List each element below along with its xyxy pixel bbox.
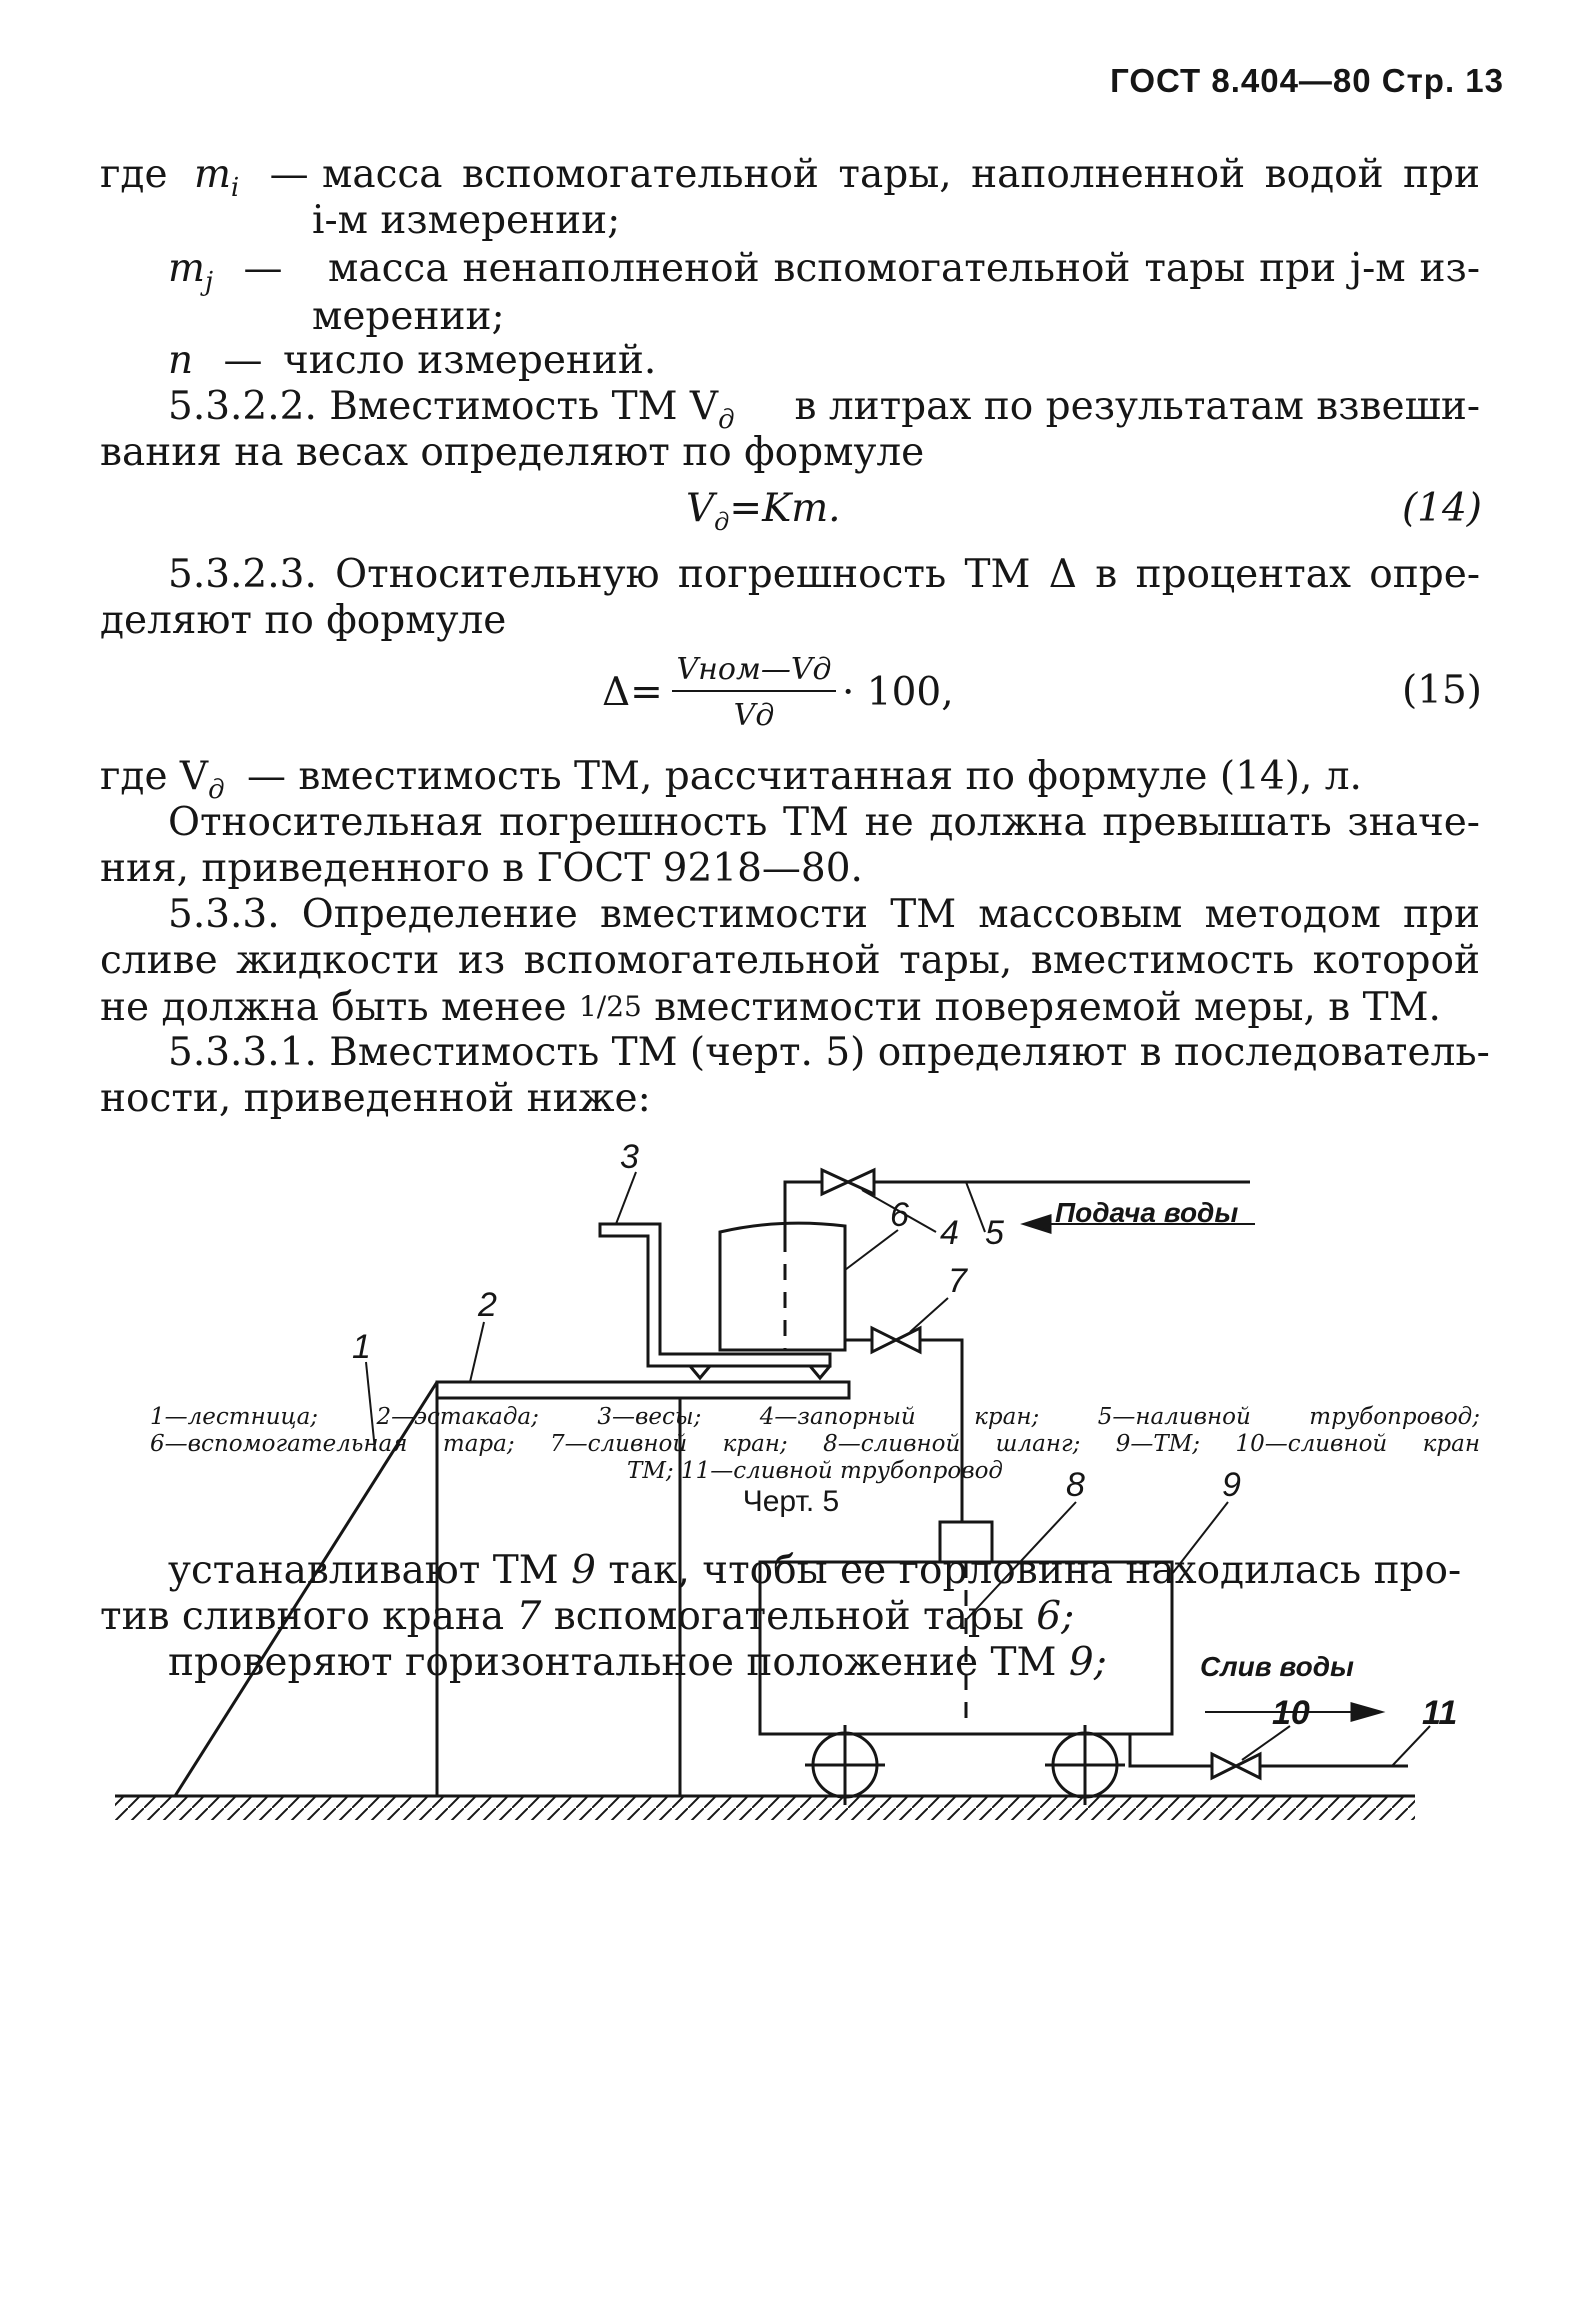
- lhs: V: [686, 486, 715, 531]
- dash: —: [269, 152, 309, 197]
- paragraph-533-line1: 5.3.3. Определение вместимости ТМ массовым методом при: [168, 892, 1480, 937]
- sub: д: [718, 404, 735, 435]
- label-6: 6: [890, 1196, 909, 1234]
- leader-5: [966, 1182, 985, 1232]
- text: в литрах по результатам взвеши-: [794, 384, 1480, 429]
- paragraph-final-line1: [168, 1548, 1480, 1594]
- leader-2: [470, 1322, 484, 1382]
- tm-drain-pipe: [1130, 1734, 1212, 1766]
- trestle-deck: [437, 1382, 849, 1398]
- definition-mj-text: масса ненаполненой вспомогательной тары при j-м из-: [328, 246, 1480, 291]
- rhs: =Km.: [729, 486, 841, 531]
- formula-15-numerator: Vном—Vд: [676, 652, 832, 687]
- text: тив сливного крана: [100, 1594, 517, 1639]
- supply-label: Подача воды: [1055, 1197, 1239, 1228]
- paragraph-5331-line1: 5.3.3.1. Вместимость ТМ (черт. 5) определяют в последователь-: [168, 1030, 1490, 1075]
- scales: [600, 1224, 830, 1366]
- ground-hatch: [115, 1796, 1415, 1820]
- text: не должна быть менее: [100, 985, 579, 1030]
- ref: 9: [571, 1548, 596, 1593]
- label-11: 11: [1422, 1694, 1458, 1732]
- valve-4-icon: [822, 1170, 874, 1194]
- equation-number-15: (15): [1401, 668, 1482, 713]
- paragraph-5322-line2: вания на весах определяют по формуле: [100, 430, 925, 475]
- valve-10-icon: [1212, 1754, 1260, 1778]
- paragraph-error-line2: ния, приведенного в ГОСТ 9218—80.: [100, 846, 863, 891]
- fraction: 1/25: [578, 990, 642, 1023]
- label-7: 7: [948, 1262, 967, 1300]
- paragraph-error-line1: Относительная погрешность ТМ не должна превышать значе-: [168, 800, 1480, 845]
- label-8: 8: [1066, 1466, 1085, 1504]
- paragraph-5323-line2: деляют по формуле: [100, 598, 507, 643]
- auxiliary-tank: [720, 1223, 845, 1350]
- text: где V: [100, 754, 209, 799]
- label-1: 1: [352, 1328, 371, 1366]
- ref: 7: [516, 1594, 542, 1639]
- text: устанавливают ТМ: [168, 1548, 572, 1593]
- text: так, чтобы ее горловина находилась про-: [595, 1548, 1462, 1593]
- dash: —: [243, 246, 283, 291]
- formula-15-denominator: Vд: [733, 698, 775, 733]
- definition-mi-text: масса вспомогательной тары, наполненной водой при: [322, 152, 1480, 197]
- formula-15-lhs: Δ=: [602, 670, 663, 715]
- label-10: 10: [1272, 1694, 1310, 1732]
- sub: д: [714, 507, 730, 536]
- page-header: ГОСТ 8.404—80 Стр. 13: [1110, 62, 1504, 99]
- scale-feet: [690, 1366, 830, 1378]
- label-9: 9: [1222, 1466, 1241, 1504]
- label-3: 3: [620, 1138, 639, 1176]
- figure-title: Черт. 5: [742, 1485, 840, 1518]
- formula-15-tail: · 100,: [842, 670, 954, 715]
- symbol-m: m: [193, 152, 231, 197]
- ref: 9;: [1068, 1640, 1107, 1685]
- symbol-sub: i: [230, 172, 240, 203]
- paragraph-final-line2: [100, 1594, 1074, 1640]
- text: проверяют горизонтальное положение ТМ: [168, 1640, 1069, 1685]
- paragraph-533-line2: сливе жидкости из вспомогательной тары, вместимость которой: [100, 938, 1480, 983]
- sub: д: [208, 774, 225, 805]
- leader-6: [845, 1230, 898, 1270]
- leader-7: [910, 1298, 948, 1332]
- text: — вместимость ТМ, рассчитанная по формуле (14), л.: [246, 754, 1362, 799]
- label-5: 5: [985, 1214, 1004, 1252]
- definition-mj-cont: мерении;: [312, 294, 505, 339]
- drain-label: Слив воды: [1200, 1651, 1354, 1682]
- text: вместимости поверяемой меры, в ТМ.: [641, 985, 1441, 1030]
- ref: 6;: [1036, 1594, 1075, 1639]
- text: 5.3.2.2. Вместимость ТМ V: [168, 384, 719, 429]
- text: вспомогательной тары: [541, 1594, 1037, 1639]
- symbol-sub: j: [204, 266, 214, 297]
- leader-3: [616, 1172, 636, 1224]
- paragraph-5323-line1: 5.3.2.3. Относительную погрешность ТМ Δ в процентах опре-: [168, 552, 1480, 597]
- paragraph-5331-line2: ности, приведенной ниже:: [100, 1076, 651, 1121]
- label-4: 4: [940, 1214, 959, 1252]
- symbol-n: n: [168, 338, 194, 383]
- symbol-m: m: [168, 246, 205, 291]
- supply-arrow-head: [1025, 1216, 1050, 1232]
- supply-pipe-down: [785, 1182, 822, 1236]
- where-word: где: [100, 152, 168, 197]
- dash: —: [223, 338, 263, 383]
- figure-caption-line1: 1—лестница; 2—эстакада; 3—весы; 4—запорный кран; 5—наливной трубопровод;: [150, 1404, 1480, 1430]
- definition-n-text: число измерений.: [282, 338, 657, 383]
- label-2: 2: [478, 1286, 497, 1324]
- figure-caption-line2: 6—вспомогательная тара; 7—сливной кран; 8—сливной шланг; 9—ТМ; 10—сливной кран: [150, 1431, 1480, 1457]
- drain-arrow-head: [1352, 1704, 1380, 1720]
- equation-number-14: (14): [1401, 486, 1482, 531]
- leader-11: [1392, 1726, 1430, 1766]
- valve-7-icon: [872, 1328, 920, 1352]
- paragraph-final-line3: [168, 1640, 1107, 1686]
- definition-mi-cont: i-м измерении;: [312, 198, 621, 243]
- figure-caption-line3: ТМ; 11—сливной трубопровод: [626, 1458, 1004, 1484]
